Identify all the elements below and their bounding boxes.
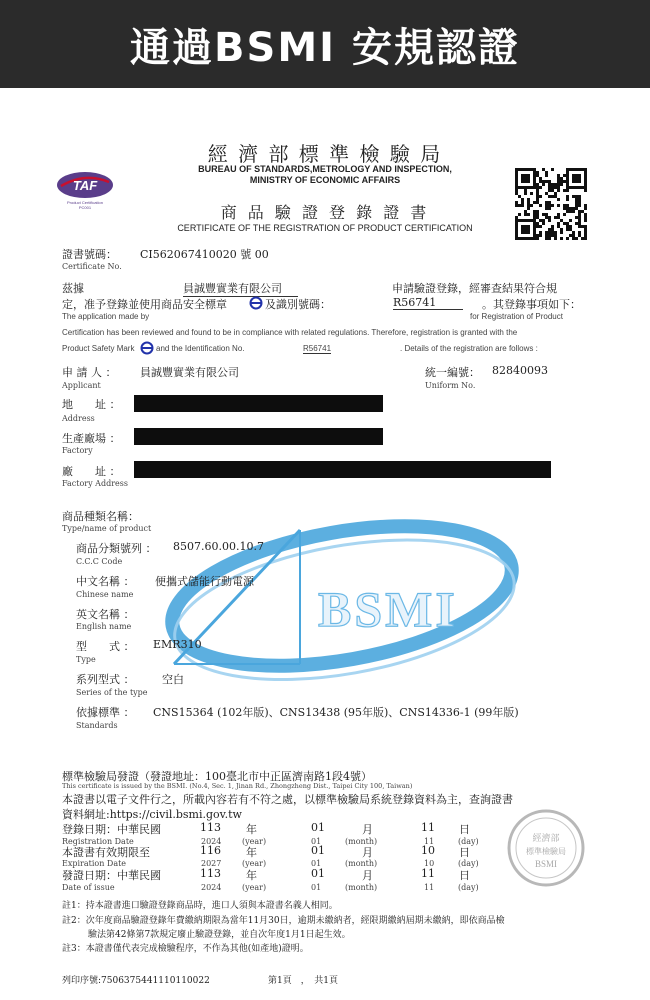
reg-month: 01 <box>311 821 325 834</box>
note-3: 註3：本證書僅代表完成檢驗程序，不作為其他(如產地)證明。 <box>62 944 309 954</box>
product-type-label: 商品種類名稱： <box>62 510 139 523</box>
series-value: 空白 <box>162 673 184 686</box>
applicant-label: 申 請 人 ： <box>62 366 117 379</box>
statement-en-1b: for Registration of Product <box>470 312 563 321</box>
ccc-label-en: C.C.C Code <box>76 557 123 566</box>
series-label-en: Series of the type <box>76 688 148 697</box>
statement-line1-a: 茲據 <box>62 282 84 295</box>
reg-year-en: 2024 <box>201 837 222 846</box>
statement-en-3d: . Details of the registration are follows : <box>400 344 538 353</box>
statement-line2-b: 及識別號碼： <box>265 298 331 311</box>
statement-en-2: Certification has been reviewed and found to be in compliance with related regulations. Therefore, registration is granted with the <box>62 328 518 337</box>
factory-label-en: Factory <box>62 446 93 455</box>
statement-line1-b: 申請驗證登錄，經審查結果符合規 <box>392 282 557 295</box>
english-name-label: 英文名稱 ： <box>76 608 135 621</box>
iss-year-unit-en: (year) <box>242 883 267 892</box>
stamp-line-2: 標準檢驗局 <box>526 847 566 856</box>
exp-day-unit: 日 <box>459 846 470 859</box>
statement-en-3a: Product Safety Mark <box>62 344 135 353</box>
official-seal-stamp <box>506 808 586 888</box>
reg-day-unit: 日 <box>459 823 470 836</box>
ccc-value: 8507.60.00.10.7 <box>173 540 264 553</box>
factory-address-redaction <box>134 461 551 478</box>
chinese-name-label: 中文名稱 ： <box>76 575 135 588</box>
product-type-label-en: Type/name of product <box>62 524 152 533</box>
exp-month-unit: 月 <box>362 846 373 859</box>
reg-year: 113 <box>200 821 221 834</box>
factory-redaction <box>134 428 383 445</box>
certificate-title-zh: 商 品 驗 證 登 錄 證 書 <box>220 203 430 222</box>
agency-name-en-2: MINISTRY OF ECONOMIC AFFAIRS <box>249 175 401 185</box>
statement-en-1a: The application made by <box>62 312 150 321</box>
statement-en-3b: and the Identification No. <box>156 344 245 353</box>
iss-day: 11 <box>421 867 435 880</box>
issuer-line4: 資料網址:https://civil.bsmi.gov.tw <box>62 808 242 821</box>
note-2b: 驗法第42條第7款規定廢止驗證登錄，並自次年度1月1日起生效。 <box>88 930 351 940</box>
factory-label: 生產廠場 ： <box>62 432 121 445</box>
address-label-en: Address <box>62 414 95 423</box>
exp-month-en: 01 <box>311 859 322 868</box>
stamp-line-1: 經濟部 <box>532 833 560 843</box>
exp-day-en: 10 <box>424 859 435 868</box>
factory-address-label-en: Factory Address <box>62 479 128 488</box>
standards-label: 依據標準 ： <box>76 706 135 719</box>
certificate-no-value: CI562067410020 號 00 <box>140 248 269 261</box>
address-redaction <box>134 395 383 412</box>
iss-day-en: 11 <box>424 883 435 892</box>
statement-id-no: R56741 <box>393 296 463 310</box>
issuer-zh: 標準檢驗局發證（發證地址：100臺北市中正區濟南路1段4號） <box>62 770 372 783</box>
exp-label-en: Expiration Date <box>62 859 127 868</box>
iss-month-en: 01 <box>311 883 322 892</box>
uniform-no-value: 82840093 <box>492 364 548 377</box>
banner-title: 通過BSMI 安規認證 <box>130 24 520 71</box>
safety-mark-icon <box>249 296 263 310</box>
statement-company: 員誠豐實業有限公司 <box>183 280 298 297</box>
agency-name-zh: 經 濟 部 標 準 檢 驗 局 <box>207 142 443 166</box>
address-label: 地 址 ： <box>62 398 121 411</box>
page-count: 第1頁 ， 共1頁 <box>268 976 338 986</box>
chinese-name-label-en: Chinese name <box>76 590 134 599</box>
stamp-line-3: BSMI <box>534 859 558 869</box>
reg-label-en: Registration Date <box>62 837 134 846</box>
reg-day: 11 <box>421 821 435 834</box>
reg-month-en: 01 <box>311 837 322 846</box>
model-label: 型 式 ： <box>76 640 135 653</box>
applicant-label-en: Applicant <box>62 381 101 390</box>
chinese-name-value: 便攜式儲能行動電源 <box>155 575 254 588</box>
iss-month-unit: 月 <box>362 869 373 882</box>
reg-year-unit: 年 <box>246 823 257 836</box>
exp-day-unit-en: (day) <box>458 859 479 868</box>
reg-month-unit-en: (month) <box>345 837 378 846</box>
exp-year-en: 2027 <box>201 859 222 868</box>
certificate-no-label-en: Certificate No. <box>62 262 122 271</box>
safety-mark-icon-en <box>140 341 154 355</box>
certificate-document <box>0 88 650 1000</box>
note-1: 註1：持本證書進口驗證登錄商品時，進口人須與本證書名義人相同。 <box>62 901 338 911</box>
model-value: EMR310 <box>153 638 202 651</box>
model-label-en: Type <box>76 655 96 664</box>
reg-day-en: 11 <box>424 837 435 846</box>
iss-day-unit-en: (day) <box>458 883 479 892</box>
iss-label: 發證日期：中華民國 <box>62 869 161 882</box>
reg-day-unit-en: (day) <box>458 837 479 846</box>
uniform-no-label: 統一編號： <box>425 366 480 379</box>
exp-day: 10 <box>421 844 435 857</box>
factory-address-label: 廠 址 ： <box>62 465 121 478</box>
statement-en-3c: R56741 <box>303 344 332 353</box>
watermark-text: BSMI <box>318 581 458 637</box>
title-banner <box>0 0 650 88</box>
iss-label-en: Date of issue <box>62 883 115 892</box>
ccc-label: 商品分類號列 ： <box>76 542 157 555</box>
issuer-line3: 本證書以電子文件行之，所載內容若有不符之處，以標準檢驗局系統登錄資料為主，查詢證書 <box>62 793 513 806</box>
series-label: 系列型式 ： <box>76 673 135 686</box>
iss-month-unit-en: (month) <box>345 883 378 892</box>
uniform-no-label-en: Uniform No. <box>425 381 476 390</box>
applicant-value: 員誠豐實業有限公司 <box>140 366 239 379</box>
taf-sub-1: Product Certification <box>66 200 103 205</box>
standards-value: CNS15364 (102年版)、CNS13438 (95年版)、CNS14336-1 (99年版) <box>153 706 519 719</box>
statement-line2-c: 。其登錄事項如下： <box>482 298 581 311</box>
reg-year-unit-en: (year) <box>242 837 267 846</box>
exp-year-unit: 年 <box>246 846 257 859</box>
exp-year: 116 <box>200 844 221 857</box>
reg-month-unit: 月 <box>362 823 373 836</box>
standards-label-en: Standards <box>76 721 118 730</box>
reg-label: 登錄日期：中華民國 <box>62 823 161 836</box>
certificate-title-en: CERTIFICATE OF THE REGISTRATION OF PRODUCT CERTIFICATION <box>177 223 473 233</box>
issuer-en: This certificate is issued by the BSMI. (No.4, Sec. 1, Jinan Rd., Zhongzheng Dist., Taipei City 100, Taiwan) <box>62 782 413 790</box>
iss-month: 01 <box>311 867 325 880</box>
certificate-no-label: 證書號碼： <box>62 248 117 261</box>
iss-year: 113 <box>200 867 221 880</box>
english-name-label-en: English name <box>76 622 132 631</box>
statement-line2-a: 定，准予登錄並使用商品安全標章 <box>62 298 227 311</box>
iss-year-unit: 年 <box>246 869 257 882</box>
exp-month: 01 <box>311 844 325 857</box>
exp-year-unit-en: (year) <box>242 859 267 868</box>
exp-month-unit-en: (month) <box>345 859 378 868</box>
exp-label: 本證書有效期限至 <box>62 846 150 859</box>
agency-name-en-1: BUREAU OF STANDARDS,METROLOGY AND INSPECTION, <box>198 164 452 174</box>
iss-year-en: 2024 <box>201 883 222 892</box>
taf-logo-text: TAF <box>72 178 98 193</box>
iss-day-unit: 日 <box>459 869 470 882</box>
bsmi-watermark-logo <box>150 506 530 686</box>
print-serial: 列印序號:7506375441110110022 <box>62 976 210 986</box>
taf-sub-2: PC001 <box>78 205 92 210</box>
note-2a: 註2：次年度商品驗證登錄年費繳納期限為當年11月30日，逾期未繳納者，經限期繳納屆期未繳納，即依商品檢 <box>62 916 505 926</box>
